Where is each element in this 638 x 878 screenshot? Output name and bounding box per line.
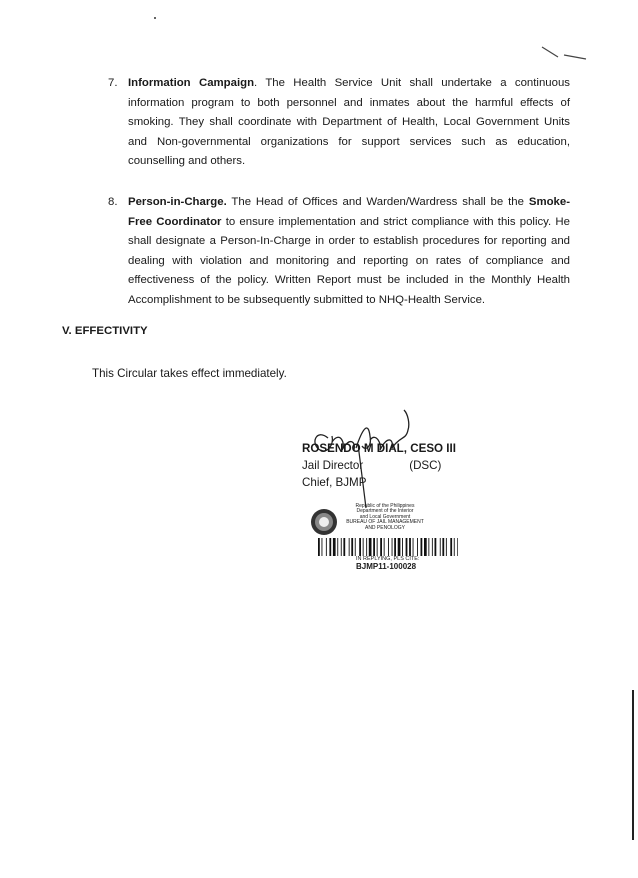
scan-dot: [154, 17, 156, 19]
item-text-continued: to ensure implementation and strict compliance with this policy. He shall designate a Person-In-Charge in order to establish procedures for reporting and dealing with violation and monitoring and reporting on rates of compliance and effectiveness of the policy. Written Report must be included in the Monthly Health Accomplishment to be subsequently submitted to NHQ-Health Service.: [128, 215, 570, 306]
item-number: 7.: [108, 77, 118, 89]
barcode-icon: [318, 538, 458, 556]
item-heading: Information Campaign: [128, 77, 255, 89]
signatory-title: Jail Director: [302, 459, 364, 472]
signatory-block: [302, 440, 456, 491]
stamp-line: BUREAU OF JAIL MANAGEMENT: [346, 519, 424, 526]
item-body: [128, 74, 570, 172]
item-number: 8.: [108, 196, 118, 208]
item-heading: Person-in-Charge.: [128, 196, 227, 208]
item-bold-term: Smoke-Free Coordinator: [128, 196, 570, 228]
item-body: [128, 193, 570, 311]
policy-item-7: [108, 74, 570, 172]
page-edge-line: [632, 690, 634, 840]
policy-item-8: [108, 193, 570, 311]
stamp-line: Republic of the Philippines: [355, 503, 415, 509]
control-number: BJMP11-100028: [356, 562, 417, 571]
stamp-text: [340, 504, 430, 531]
signatory-title-row: [302, 457, 456, 474]
item-text: The Head of Offices and Warden/Wardress shall be the: [226, 196, 529, 208]
section-heading: V. EFFECTIVITY: [62, 325, 148, 337]
item-text: . The Health Service Unit shall undertake a continuous information program to both personnel and inmates about the harmful effects of smoking. They shall coordinate with Department of Health, Local Government Units and Non-governmental organizations for support services such as education, counselling and others.: [128, 77, 570, 168]
effectivity-text: This Circular takes effect immediately.: [92, 367, 287, 380]
scan-stroke: [540, 44, 590, 64]
signatory-title-suffix: (DSC): [409, 459, 442, 472]
signatory-name: ROSENDO M DIAL, CESO III: [302, 442, 456, 455]
stamp-line: and Local Government: [359, 513, 411, 520]
reply-note: IN REPLYING, PLS CITE:: [356, 556, 420, 562]
stamp-line: Department of the Interior: [356, 508, 414, 515]
signatory-position: Chief, BJMP: [302, 476, 367, 489]
stamp-line: AND PENOLOGY: [364, 524, 405, 531]
